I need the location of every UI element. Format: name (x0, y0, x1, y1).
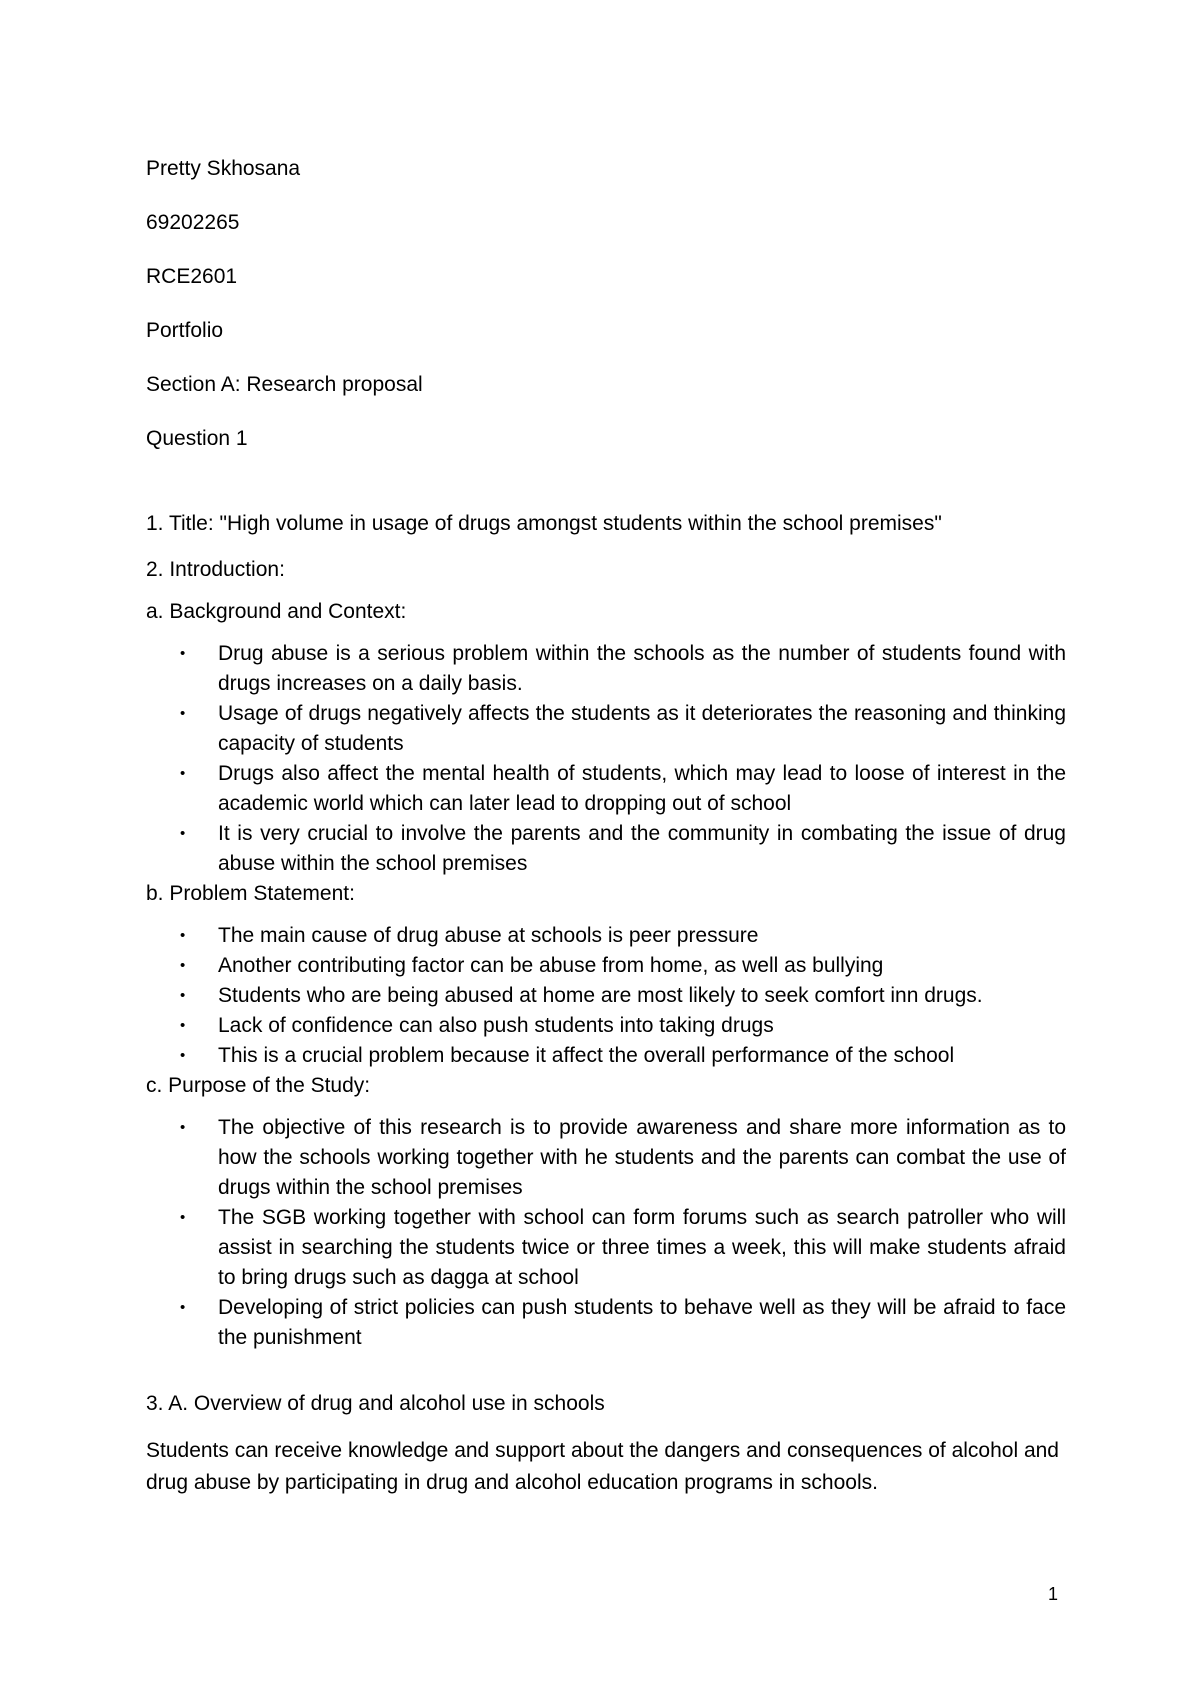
bullet-icon: • (180, 825, 186, 842)
document-type: Portfolio (146, 319, 224, 342)
background-list (146, 639, 1066, 879)
list-item: • Drugs also affect the mental health of students, which may lead to loose of interest in the academic world which can later lead to dropping out of school (218, 759, 1066, 819)
author-name: Pretty Skhosana (146, 157, 301, 180)
bullet-icon: • (180, 1017, 186, 1034)
overview-heading: 3. A. Overview of drug and alcohol use in schools (146, 1392, 605, 1415)
module-code: RCE2601 (146, 265, 238, 288)
bullet-icon: • (180, 1209, 186, 1226)
proposal-title: 1. Title: "High volume in usage of drugs amongst students within the school premises" (146, 512, 942, 535)
list-item: • Another contributing factor can be abuse from home, as well as bullying (218, 951, 1066, 981)
bullet-icon: • (180, 987, 186, 1004)
section-label: Section A: Research proposal (146, 373, 423, 396)
bullet-icon: • (180, 1299, 186, 1316)
list-item: • The objective of this research is to provide awareness and share more information as to how the schools working together with he students and the parents can combat the use of drugs within the school premises (218, 1113, 1066, 1203)
list-item: • It is very crucial to involve the parents and the community in combating the issue of drug abuse within the school premises (218, 819, 1066, 879)
list-item: • The main cause of drug abuse at schools is peer pressure (218, 921, 1066, 951)
list-item: • This is a crucial problem because it affect the overall performance of the school (218, 1041, 1066, 1071)
list-item: • Drug abuse is a serious problem within the schools as the number of students found with drugs increases on a daily basis. (218, 639, 1066, 699)
background-heading: a. Background and Context: (146, 600, 407, 623)
bullet-icon: • (180, 1047, 186, 1064)
bullet-icon: • (180, 705, 186, 722)
bullet-icon: • (180, 927, 186, 944)
bullet-icon: • (180, 957, 186, 974)
list-item: • Usage of drugs negatively affects the students as it deteriorates the reasoning and thinking capacity of students (218, 699, 1066, 759)
question-label: Question 1 (146, 427, 248, 450)
page-number: 1 (1048, 1584, 1059, 1604)
list-item: • The SGB working together with school can form forums such as search patroller who will assist in searching the students twice or three times a week, this will make students afraid to bring drugs such as dagga at school (218, 1203, 1066, 1293)
purpose-list (146, 1113, 1066, 1353)
problem-heading: b. Problem Statement: (146, 882, 355, 905)
bullet-icon: • (180, 645, 186, 662)
purpose-heading: c. Purpose of the Study: (146, 1074, 371, 1097)
problem-list (146, 921, 1066, 1071)
bullet-icon: • (180, 1119, 186, 1136)
overview-paragraph: Students can receive knowledge and support about the dangers and consequences of alcohol and drug abuse by participating in drug and alcohol education programs in schools. (146, 1439, 1059, 1494)
document-body (146, 154, 1066, 1499)
list-item: • Lack of confidence can also push students into taking drugs (218, 1011, 1066, 1041)
list-item: • Developing of strict policies can push students to behave well as they will be afraid to face the punishment (218, 1293, 1066, 1353)
introduction-heading: 2. Introduction: (146, 558, 285, 581)
student-number: 69202265 (146, 211, 240, 234)
list-item: • Students who are being abused at home are most likely to seek comfort inn drugs. (218, 981, 1066, 1011)
bullet-icon: • (180, 765, 186, 782)
